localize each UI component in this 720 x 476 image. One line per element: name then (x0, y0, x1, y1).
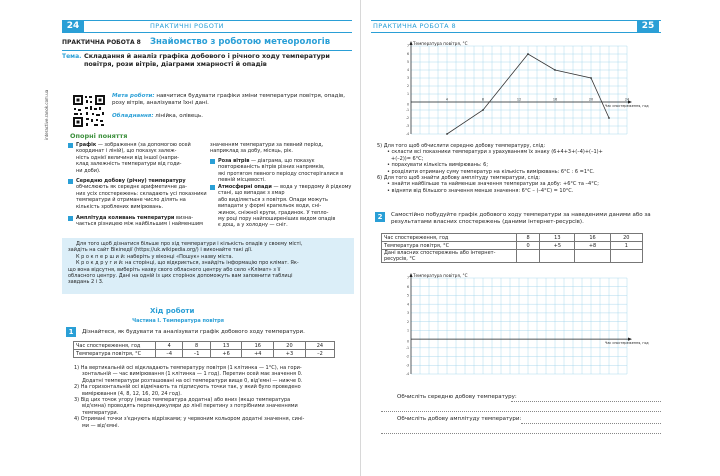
goal-text-line1: навчитися будувати графіки зміни температури повітря, опадів, (156, 93, 345, 99)
data-point (527, 53, 529, 55)
table2-row-temps: Температура повітря, °С 0 +5 +8 1 (382, 242, 643, 250)
y-tick-label: 4 (406, 302, 409, 307)
own-data-cell[interactable] (540, 250, 575, 263)
chart2-y-axis-label: Температура повітря, °С (413, 273, 468, 278)
y-tick-label: 5 (406, 60, 409, 65)
y-tick-label: 3 (406, 76, 409, 81)
concept-wind-rose: Роза вітрів — діаграма, що показує повторюваність вітрів різних напрямків, які протягом певного періоду спостерігалися в певній місцевості. (210, 158, 355, 184)
answer-line-amplitude-2[interactable] (381, 433, 661, 434)
table1-row-hours: Час спостереження, год 4 8 13 16 20 24 (74, 342, 335, 350)
concept-amplitude: Амплітуда коливань температури визна- чається різницею між найбільшим і найменшим (62, 215, 207, 228)
work-title: Знайомство з роботою метеорологів (150, 37, 331, 47)
x-tick-label: 8 (481, 97, 485, 102)
y-tick-label: 1 (406, 328, 409, 333)
task1-text: Дізнайтеся, як будувати та аналізувати графік добового ходу температури. (82, 329, 305, 335)
equip-text: лінійка, олівець. (155, 113, 203, 119)
y-tick-label: 1 (406, 92, 409, 97)
topic-label: Тема. (62, 53, 82, 60)
y-tick-label: 3 (406, 311, 409, 316)
y-tick-label: 6 (406, 284, 409, 289)
side-url-label: interactive.ranok.com.ua (44, 89, 49, 140)
progress-title: Хід роботи (150, 307, 195, 315)
concepts-column-2: значенням температури за певний період, наприклад за добу, місяць, рік. Роза вітрів — діаграма, що показує повторюваність вітрів різних напрямків, які протягом певного періоду спостерігалися в певній місцевості. Атмосферні опади — вода у твердому й рідкому стані, що випадає з хмар або виділяється з повітря. Опади можуть випадати у формі крапельок води, сні- жинок, сніжної крупи, градинок. У тепло- му році пору найпоширеніших видом опадів є дощ, а у холодну — сніг. (210, 142, 355, 155)
own-data-cell[interactable] (610, 250, 642, 263)
topic-text: Складання й аналіз графіка добового і річного ходу температури повітря, рози вітрів, діаграми хмарності й опадів (84, 52, 330, 68)
chart1-x-axis-label: Час спостереження, год (605, 104, 649, 108)
y-tick-label: 2 (406, 84, 409, 89)
running-title: ПРАКТИЧНІ РОБОТИ (150, 22, 224, 30)
y-tick-label: 5 (406, 293, 409, 298)
data-point (446, 133, 448, 135)
chart2-x-axis-label: Час спостереження, год (605, 341, 649, 346)
info-box: Для того щоб дізнатися більше про хід температури і кількість опадів у своєму місті, зайдіть на сайт Вікіпедії (https://uk.wikipedia.org/) і виконайте такі дії. К р о к п е р ш и й: наберіть у віконці «Пошук» назву міста. К р о к д р у г и й: на сторінці, що відкриється, знайдіть інформацію про клімат. Як- що вона відсутня, виберіть назву свого обласного центру або село «Клімат» з її обласного центру. Дані на одній із цих сторінок допоможуть вам заповнити таблиці завдань 2 і 3. (62, 238, 354, 294)
y-tick-label: 7 (406, 44, 409, 49)
equip-label: Обладнання: (112, 113, 154, 119)
own-data-cell[interactable] (517, 250, 540, 263)
answer-line-amplitude[interactable] (521, 423, 661, 424)
x-tick-label: 20 (588, 97, 594, 102)
concept-bullet-icon (210, 185, 215, 190)
right-page (360, 0, 720, 476)
question-amplitude: Обчисліть добову амплітуду температури: (397, 416, 522, 422)
instructions: 1) На вертикальній осі відкладають температуру повітря (1 клітинка — 1°С), на гори- зонтальній — час вимірювання (1 клітинка — 1 год). Перетин осей має значення 0. Додатні температури розташовані на осі температури вище 0, від'ємні — нижче 0. 2) На горизонтальній осі відмічають та підписують точки так, у який було проведено вимірювання (4, 8, 12, 16, 20, 24 год). 3) Від цих точок угору (якщо температура додатна) або вниз (якщо температура від'ємна) проводять перпендикуляри до лінії перетину з потрібними значеннями температури. 4) Отримані точки з'єднують відрізками; у червоним кольором додатні значення, сині- ми — від'ємні. (74, 365, 305, 429)
data-point (482, 109, 484, 111)
goal-block (112, 93, 352, 120)
answer-line-average-2[interactable] (381, 411, 661, 412)
y-tick-label: -2 (405, 354, 409, 359)
y-tick-label: 2 (406, 319, 409, 324)
x-tick-label: 12 (516, 97, 522, 102)
y-tick-label: -1 (405, 346, 409, 351)
origin-label: 0 (406, 102, 409, 107)
concept-bullet-icon (68, 143, 73, 148)
concept-bullet-icon (68, 179, 73, 184)
chart1-y-axis-label: Температура повітря, °С (413, 41, 468, 46)
chart1-ticks (406, 44, 629, 136)
goal-label: Мета роботи: (112, 93, 155, 99)
table2 (381, 233, 643, 263)
concept-precipitation: Атмосферні опади — вода у твердому й рідкому стані, що випадає з хмар або виділяється з повітря. Опади можуть випадати у формі крапельок води, сні- жинок, сніжної крупи, градинок. У тепло- му році пору найпоширеніших видом опадів є дощ, а у холодну — сніг. (210, 184, 355, 229)
chart2-grid (411, 278, 627, 374)
y-tick-label: -2 (405, 116, 409, 121)
answer-line-average[interactable] (511, 401, 661, 402)
table1-row-temps: Температура повітря, °С –4 –1 +6 +4 +3 –2 (74, 350, 335, 358)
y-tick-label: 6 (406, 52, 409, 57)
task1-number: 1 (66, 327, 76, 337)
task2-number: 2 (375, 212, 385, 222)
x-tick-label: 4 (445, 97, 449, 102)
concepts-title: Опорні поняття (70, 132, 128, 140)
task2-text: Самостійно побудуйте графік добового ходу температури за наведеними даними або за результатами власних спостережень (даними інтернет-ресурсів). (391, 212, 651, 225)
goal-text-line2: розу вітрів, аналізувати їхні дані. (112, 100, 209, 106)
question-average: Обчисліть середню добову температуру: (397, 394, 517, 400)
running-title: ПРАКТИЧНА РОБОТА 8 (373, 22, 456, 30)
chart1-grid (411, 46, 630, 134)
chart2-ticks (406, 276, 409, 376)
page-number: 24 (62, 21, 84, 32)
work-label: ПРАКТИЧНА РОБОТА 8 (62, 39, 141, 46)
table2-row-hours: Час спостереження, год 8 13 16 20 (382, 234, 643, 242)
qr-code-icon[interactable] (72, 94, 106, 128)
concept-graph: Графік — зображення (за допомогою осей координат і ліній), що показує залеж- ність однієї величини від іншої (напри- клад залежність температури від годи- ни доби). (62, 142, 207, 174)
concept-bullet-icon (210, 159, 215, 164)
table1 (73, 341, 335, 358)
y-tick-label: 7 (406, 276, 409, 281)
data-point (590, 77, 592, 79)
concept-amplitude-cont: значенням температури за певний період, (210, 142, 324, 148)
temperature-chart-blank[interactable] (391, 270, 649, 380)
part1-title: Частина І. Температура повітря (132, 318, 224, 324)
concept-bullet-icon (68, 216, 73, 221)
x-tick-label: 16 (552, 97, 558, 102)
topic-block (62, 50, 352, 74)
y-tick-label: -4 (405, 372, 409, 377)
chart2-axes (406, 273, 632, 374)
own-data-cell[interactable] (575, 250, 610, 263)
table2-row-own-data: Дані власних спостережень або інтернет-ресурсів, °С (382, 250, 643, 263)
page-number: 25 (637, 21, 659, 32)
data-point (554, 69, 556, 71)
x-tick-label: 24 (624, 97, 630, 102)
temperature-chart-example (391, 38, 649, 138)
chart1-axes (406, 41, 632, 134)
y-tick-label: -3 (405, 124, 409, 129)
data-point (608, 117, 610, 119)
y-tick-label: 4 (406, 68, 409, 73)
y-tick-label: -1 (405, 108, 409, 113)
origin-label: 0 (406, 339, 409, 344)
analysis-steps: 5) Для того щоб обчислити середню добову температуру, слід: • скласти всі показники температури з урахуванням їх знаку (6+4+3+(–4)+(–1)+ +(–2))= 6°С; • порахувати кількість вимірювань: 6; • розділити отриману суму температур на кількість вимірювань: 6°С : 6 =1°С. 6) Для того щоб знайти добову амплітуду температури, слід: • знайти найбільше та найменше значення температури за добу: +6°С та –4°С; • відняти від більшого значення менше значення: 6°С – (–4°С) = 10°С. (377, 143, 603, 194)
y-tick-label: -3 (405, 363, 409, 368)
concept-average-temp: Середню добову (річну) температуру обчислюють як середнє арифметичне да- них усіх спостережень: складають усі показники температури й отримане число ділять на кількість зроблених вимірювань. (62, 178, 207, 210)
y-tick-label: -4 (405, 132, 409, 137)
